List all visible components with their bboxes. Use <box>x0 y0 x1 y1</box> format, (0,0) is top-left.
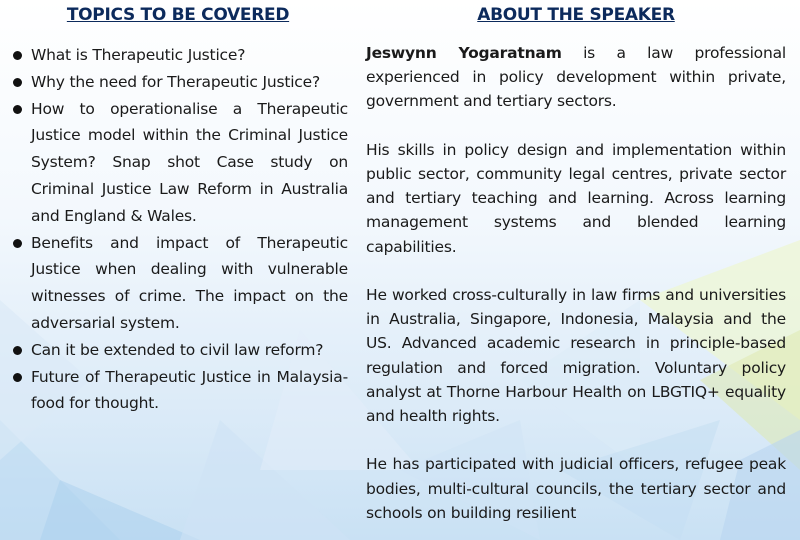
speaker-bio <box>366 41 786 525</box>
bullet-icon <box>13 51 22 60</box>
speaker-name: Jeswynn Yogaratnam <box>366 44 562 62</box>
topics-list <box>8 42 348 417</box>
topics-column <box>8 0 348 417</box>
list-item: Can it be extended to civil law reform? <box>8 337 348 364</box>
bullet-icon <box>13 346 22 355</box>
bio-paragraph: He worked cross-culturally in law firms and universities in Australia, Singapore, Indonesia, Malaysia and the US. Advanced academic research in principle-based regulation and forced migration. Voluntary policy analyst at Thorne Harbour Health on LBGTIQ+ equality and health rights. <box>366 286 786 426</box>
list-item: What is Therapeutic Justice? <box>8 42 348 69</box>
bullet-icon <box>13 78 22 87</box>
bio-paragraph: His skills in policy design and implementation within public sector, community legal centres, private sector and tertiary teaching and learning. Across learning management systems and blended learning capabilities. <box>366 140 786 256</box>
list-item: How to operationalise a Therapeutic Justice model within the Criminal Justice System? Snap shot Case study on Criminal Justice Law Reform in Australia and England & Wales. <box>8 96 348 230</box>
speaker-column <box>366 0 786 525</box>
bullet-icon <box>13 239 22 248</box>
intro-text: is a law professional experienced in policy development within private, government and tertiary sectors. <box>366 44 786 111</box>
bio-paragraph: He has participated with judicial officers, refugee peak bodies, multi-cultural councils, the tertiary sector and schools on building resilient <box>366 455 786 522</box>
topics-heading: TOPICS TO BE COVERED <box>66 5 290 25</box>
bullet-icon <box>13 373 22 382</box>
bullet-icon <box>13 105 22 114</box>
speaker-heading: ABOUT THE SPEAKER <box>477 5 675 25</box>
list-item: Future of Therapeutic Justice in Malaysia- food for thought. <box>8 364 348 418</box>
list-item: Benefits and impact of Therapeutic Justice when dealing with vulnerable witnesses of crime. The impact on the adversarial system. <box>8 230 348 337</box>
bio-paragraph-intro <box>366 41 786 114</box>
list-item: Why the need for Therapeutic Justice? <box>8 69 348 96</box>
